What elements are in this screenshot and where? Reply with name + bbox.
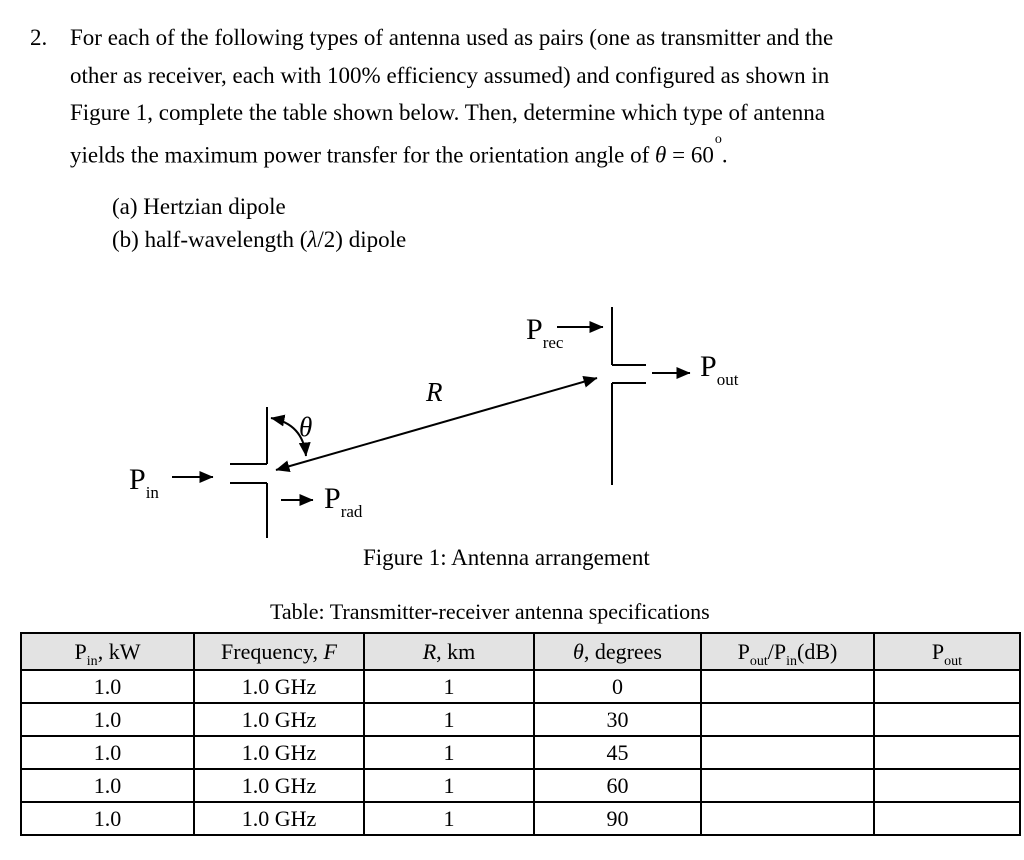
p-rec-label: $P_{rec}$ [526,313,564,352]
p-rad-label: $P_{rad}$ [324,482,363,521]
problem-text [70,19,1010,174]
cell-gain-db [701,670,874,703]
theta-angle-label: θ [299,412,313,442]
cell-pout [874,670,1020,703]
cell-pin: 1.0 [21,670,194,703]
r-distance-line [276,378,597,470]
cell-pin: 1.0 [21,802,194,835]
cell-angle: 30 [534,703,701,736]
cell-angle: 90 [534,802,701,835]
cell-frequency: 1.0 GHz [194,802,364,835]
header-angle: θ, degrees [534,633,701,670]
cell-pin: 1.0 [21,703,194,736]
cell-distance: 1 [364,736,534,769]
table-row [21,670,1020,703]
cell-angle: 0 [534,670,701,703]
cell-pout [874,802,1020,835]
r-distance-label: R [426,377,443,407]
table-row [21,736,1020,769]
table-row [21,769,1020,802]
receiver-antenna [612,307,646,485]
cell-distance: 1 [364,802,534,835]
cell-gain-db [701,703,874,736]
problem-line-4: yields the maximum power transfer for the orientation angle of $\theta = 60^o$. [70,131,728,168]
cell-frequency: 1.0 GHz [194,736,364,769]
list-item-b: (b) half-wavelength (λ/2) dipole [112,227,407,252]
cell-pout [874,703,1020,736]
cell-distance: 1 [364,670,534,703]
cell-gain-db [701,769,874,802]
cell-frequency: 1.0 GHz [194,670,364,703]
cell-frequency: 1.0 GHz [194,769,364,802]
transmitter-antenna [230,407,267,538]
spec-table [20,632,1021,836]
table-row [21,703,1020,736]
antenna-type-list [112,190,406,256]
header-pin-kw: $P_{in}$, kW [21,633,194,670]
problem-line-3: Figure 1, complete the table shown below. Then, determine which type of antenna [70,100,825,125]
figure-caption: Figure 1: Antenna arrangement [363,545,650,570]
problem-number: 2. [30,25,48,50]
theta-angle-arc [271,418,306,456]
cell-pout [874,736,1020,769]
header-gain-db: $P_{out}/P_{in}(dB)$ [701,633,874,670]
table-row [21,802,1020,835]
cell-gain-db [701,802,874,835]
p-out-label: $P_{out}$ [700,350,739,389]
header-frequency: Frequency, F [194,633,364,670]
cell-gain-db [701,736,874,769]
cell-pin: 1.0 [21,736,194,769]
problem-line-2: other as receiver, each with 100% efficiency assumed) and configured as shown in [70,62,830,88]
header-pout: $P_{out}$ [874,633,1020,670]
table-caption: Table: Transmitter-receiver antenna specifications [270,599,710,624]
cell-frequency: 1.0 GHz [194,703,364,736]
header-row [21,633,1020,670]
list-item-a: (a) Hertzian dipole [112,194,286,219]
cell-pin: 1.0 [21,769,194,802]
cell-angle: 45 [534,736,701,769]
cell-angle: 60 [534,769,701,802]
cell-distance: 1 [364,703,534,736]
cell-distance: 1 [364,769,534,802]
cell-pout [874,769,1020,802]
problem-line-1: For each of the following types of antenna used as pairs (one as transmitter and the [70,25,834,50]
p-in-label: $P_{in}$ [129,463,159,502]
header-distance: R, km [364,633,534,670]
degree-superscript: o [714,131,722,147]
